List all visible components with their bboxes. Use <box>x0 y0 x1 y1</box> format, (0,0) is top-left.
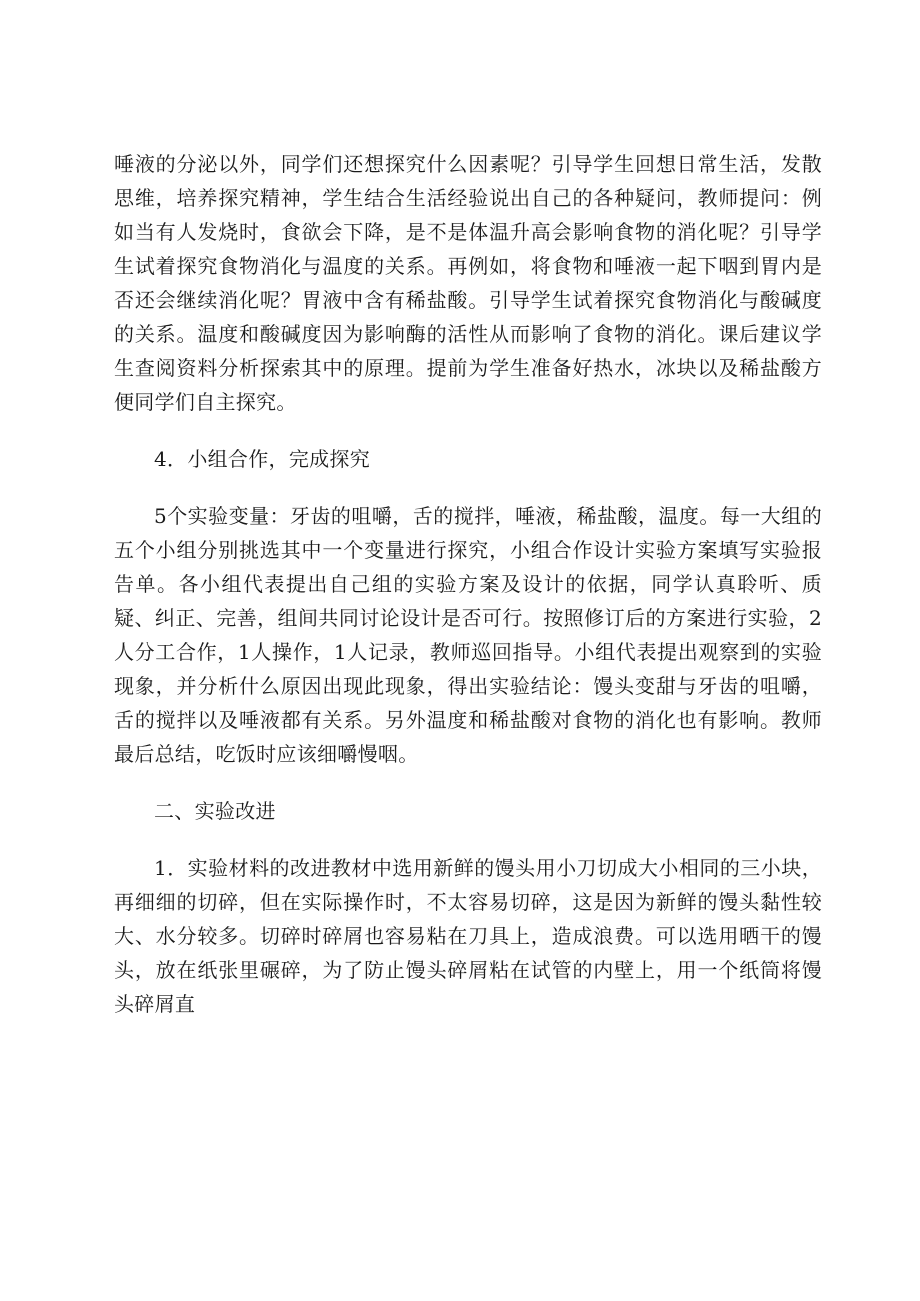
paragraph-saliva-factors: 唾液的分泌以外，同学们还想探究什么因素呢？引导学生回想日常生活，发散思维，培养探究精神，学生结合生活经验说出自己的各种疑问，教师提问：例如当有人发烧时，食欲会下降，是不是体温升高会影响食物的消化呢？引导学生试着探究食物消化与温度的关系。再例如，将食物和唾液一起下咽到胃内是否还会继续消化呢？胃液中含有稀盐酸。引导学生试着探究食物消化与酸碱度的关系。温度和酸碱度因为影响酶的活性从而影响了食物的消化。课后建议学生查阅资料分析探索其中的原理。提前为学生准备好热水，冰块以及稀盐酸方便同学们自主探究。 <box>114 152 822 414</box>
heading-experiment-improvement: 二、实验改进 <box>154 799 276 823</box>
paragraph-gap <box>114 771 822 794</box>
paragraph-experiment-variables: 5个实验变量：牙齿的咀嚼，舌的搅拌，唾液，稀盐酸，温度。每一大组的五个小组分别挑选其中一个变量进行探究，小组合作设计实验方案填写实验报告单。各小组代表提出自己组的实验方案及设计的依据，同学认真聆听、质疑、纠正、完善，组间共同讨论设计是否可行。按照修订后的方案进行实验，2人分工合作，1人操作，1人记录，教师巡回指导。小组代表提出观察到的实验现象，并分析什么原因出现此现象，得出实验结论：馒头变甜与牙齿的咀嚼，舌的搅拌以及唾液都有关系。另外温度和稀盐酸对食物的消化也有影响。教师最后总结，吃饭时应该细嚼慢咽。 <box>114 504 822 766</box>
paragraph-gap <box>114 476 822 499</box>
paragraph-material-improvement: 1．实验材料的改进教材中选用新鲜的馒头用小刀切成大小相同的三小块，再细细的切碎，但在实际操作时，不太容易切碎，这是因为新鲜的馒头黏性较大、水分较多。切碎时碎屑也容易粘在刀具上，造成浪费。可以选用晒干的馒头，放在纸张里碾碎，为了防止馒头碎屑粘在试管的内壁上，用一个纸筒将馒头碎屑直 <box>114 856 822 1016</box>
document-body <box>114 147 822 1021</box>
heading-group-cooperation: 4．小组合作，完成探究 <box>154 447 371 471</box>
paragraph-gap <box>114 419 822 442</box>
paragraph-gap <box>114 828 822 851</box>
